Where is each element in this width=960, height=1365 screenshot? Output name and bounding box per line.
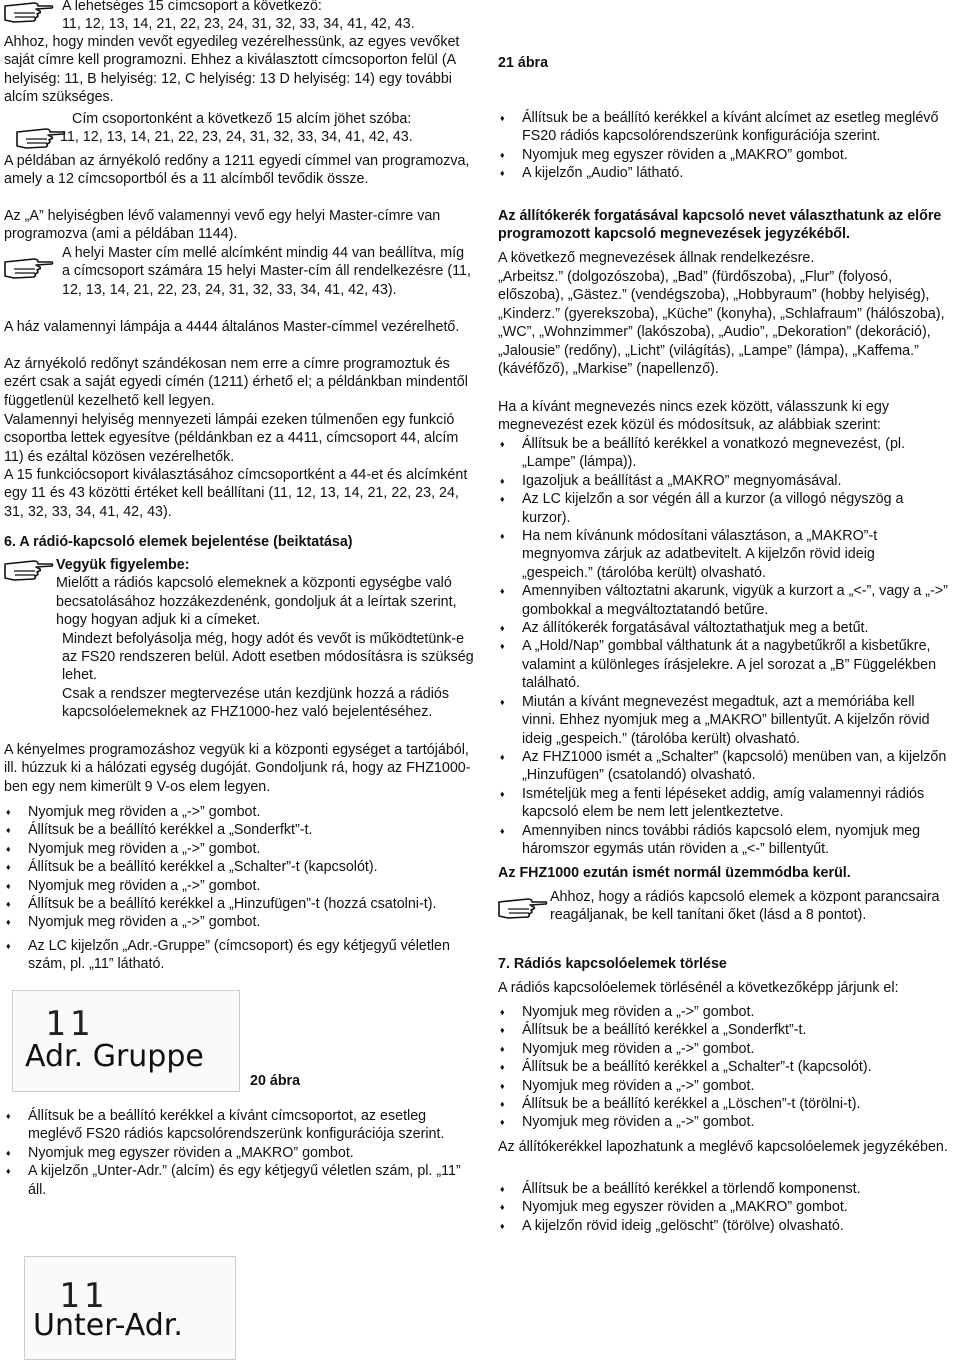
note-subaddresses: Cím csoportonként a következő 15 alcím jöhet szóba: 11, 12, 13, 14, 21, 22, 23, 24, 31, 32, 33, 34, 41, 42, 43.	[4, 110, 474, 147]
list-item: ♦ Nyomjuk meg röviden a „->” gombot.	[498, 1040, 948, 1058]
list-delete-steps	[498, 1003, 948, 1132]
list-item: ♦ A „Hold/Nap” gombbal válthatunk át a nagybetűkről a kisbetűkre, valamint a különleges írásjelekre. A jel sorozat a „B” Függelékben található.	[498, 637, 948, 692]
heading-section-7: 7. Rádiós kapcsolóelemek törlése	[498, 956, 727, 972]
lcd-figure-20	[12, 990, 240, 1092]
para-browse-list: Az állítókerékkel lapozhatunk a meglévő kapcsolóelemek jegyzékében.	[498, 1139, 948, 1155]
para-own-address: Ahhoz, hogy minden vevőt egyedileg vezérelhessünk, az egyes vevőket saját címre kell programozni. Ehhez a kiválasztott címcsoporton felül (A helyiség: 11, B helyiség: 12, C helyiség: 13 D helyiség: 14) egy további alcím szükséges.	[4, 34, 460, 106]
list-item: ♦ Állítsuk be a beállító kerékkel a „Schalter”-t (kapcsolót).	[4, 858, 472, 876]
bold-name-selection: Az állítókerék forgatásával kapcsoló nevet választhatunk az előre programozott kapcsoló megnevezések jegyzékéből.	[498, 208, 942, 243]
list-item: ♦ Amennyiben változtatni akarunk, vigyük a kurzort a „<-”, vagy a „->” gombokkal a megváltoztatandó betűre.	[498, 582, 948, 619]
figure-21-caption: 21 ábra	[498, 55, 549, 71]
list-subaddress-steps	[498, 109, 948, 183]
list-item: ♦ A kijelzőn rövid ideig „gelöscht” (törölve) olvasható.	[498, 1217, 948, 1235]
list-register-steps	[4, 803, 472, 932]
lcd-number: 11	[45, 1004, 94, 1044]
para-general-master: A ház valamennyi lámpája a 4444 általános Master-címmel vezérelhető.	[4, 319, 460, 335]
list-address-group-steps	[4, 1107, 472, 1199]
list-item: ♦ Állítsuk be a beállító kerékkel a kívánt alcímet az esetleg meglévő FS20 rádiós kapcsolórendszerünk konfigurációja szerint.	[498, 109, 948, 146]
list-delete-confirm	[498, 1180, 948, 1235]
list-item: ♦ Állítsuk be a beállító kerékkel a „Schalter”-t (kapcsolót).	[498, 1058, 948, 1076]
list-display-address-group	[4, 937, 472, 974]
lcd-text: Unter-Adr.	[33, 1308, 183, 1343]
para-example-shutter: A példában az árnyékoló redőny a 1211 egyedi címmel van programozva, amely a 12 címcsoportból és a 11 alcímből tevődik össze.	[4, 153, 470, 188]
para-available-names: A következő megnevezések állnak rendelkezésre.	[498, 250, 815, 266]
pointing-hand-icon	[4, 0, 54, 24]
list-item: ♦ Állítsuk be a beállító kerékkel a kívánt címcsoportot, az esetleg meglévő FS20 rádiós kapcsolórendszerünk konfigurációja szerint.	[4, 1107, 472, 1144]
note-teach-in: Ahhoz, hogy a rádiós kapcsoló elemek a központ parancsaira reagáljanak, be kell tanítani őket (lásd a 8 pontot).	[498, 888, 948, 925]
para-room-a: Az „A” helyiségben lévő valamennyi vevő egy helyi Master-címre van programozva (ami a példában 1144).	[4, 208, 441, 243]
list-item: ♦ Állítsuk be a beállító kerékkel a „Sonderfkt”-t.	[498, 1021, 948, 1039]
note-local-master: A helyi Master cím mellé alcímként mindig 44 van beállítva, míg a címcsoport számára 15 helyi Master-cím áll rendelkezésre (11, 12, 13, 14, 21, 22, 23, 24, 31, 32, 33, 34, 41, 42, 43).	[4, 244, 474, 299]
pointing-hand-icon	[4, 558, 54, 582]
para-shutter-address: Az árnyékoló redőnyt szándékosan nem erre a címre programoztuk és ezért csak a saját egyedi címén (1211) érhető el; a példánkban mindentől függetlenül kezelhető kell legyen.	[4, 356, 468, 409]
para-function-group-select: A 15 funkciócsoport kiválasztásához címcsoportként a 44-et és alcímként egy 11 és 43 közötti értéket kell beállítani (11, 12, 13, 14, 21, 22, 23, 24, 31, 32, 33, 34, 41, 42, 43).	[4, 467, 468, 520]
pointing-hand-icon	[498, 896, 548, 920]
list-item: ♦ Igazoljuk a beállítást a „MAKRO” megnyomásával.	[498, 472, 948, 490]
list-item: ♦ Nyomjuk meg röviden a „->” gombot.	[4, 877, 472, 895]
list-item: ♦ Az állítókerék forgatásával változtathatjuk meg a betűt.	[498, 619, 948, 637]
note-address-groups: A lehetséges 15 címcsoport a következő: 11, 12, 13, 14, 21, 22, 23, 24, 31, 32, 33, 34, 41, 42, 43.	[4, 0, 474, 34]
pointing-hand-icon	[16, 126, 66, 150]
list-item: ♦ Az LC kijelzőn a sor végén áll a kurzor (a villogó négyszög a kurzor).	[498, 490, 948, 527]
para-comfortable-programming: A kényelmes programozáshoz vegyük ki a központi egységet a tartójából, ill. húzzuk ki a hálózati egység dugóját. Gondoljunk rá, hogy az FHZ1000-ben egy nem kimerült 9 V-os elem legyen.	[4, 742, 471, 795]
list-item: ♦ Amennyiben nincs további rádiós kapcsoló elem, nyomjuk meg háromszor egymás után röviden a „<-” billentyűt.	[498, 822, 948, 859]
list-item: ♦ Nyomjuk meg röviden a „->” gombot.	[4, 803, 472, 821]
list-item: ♦ Nyomjuk meg egyszer röviden a „MAKRO” gombot.	[498, 146, 948, 164]
list-item: ♦ Az FHZ1000 ismét a „Schalter” (kapcsoló) menüben van, a kijelzőn „Hinzufügen” (csatolandó) olvasható.	[498, 748, 948, 785]
para-modify-name: Ha a kívánt megnevezés nincs ezek között, válasszunk ki egy megnevezést ezek közül és módosítsuk, az alábbiak szerint:	[498, 399, 889, 434]
list-item: ♦ Nyomjuk meg egyszer röviden a „MAKRO” gombot.	[498, 1198, 948, 1216]
list-item: ♦ Nyomjuk meg röviden a „->” gombot.	[498, 1003, 948, 1021]
list-item: ♦ Állítsuk be a beállító kerékkel a „Sonderfkt”-t.	[4, 821, 472, 839]
list-item: ♦ A kijelzőn „Unter-Adr.” (alcím) és egy kétjegyű véletlen szám, pl. „11” áll.	[4, 1162, 472, 1199]
list-item: ♦ Nyomjuk meg röviden a „->” gombot.	[4, 913, 472, 931]
para-name-list: „Arbeitsz.” (dolgozószoba), „Bad” (fürdőszoba), „Flur” (folyosó, előszoba), „Gästez.” (vendégszoba), „Hobbyraum” (hobby helyiség), „Kinderz.” (gyerekszoba), „Küche” (konyha), „Schlafraum” (hálószoba), „WC”, „Wohnzimmer” (lakószoba), „Audio”, „Dekoration” (dekoráció), „Jalousie” (redőny), „Licht” (világítás), „Lampe” (lámpa), „Kaffema.” (kávéfőző), „Markise” (napellenző).	[498, 269, 945, 378]
list-item: ♦ Állítsuk be a beállító kerékkel a vonatkozó megnevezést, (pl. „Lampe” (lámpa)).	[498, 435, 948, 472]
list-modify-steps	[498, 435, 948, 858]
list-item: ♦ Nyomjuk meg röviden a „->” gombot.	[498, 1113, 948, 1131]
list-item: ♦ Állítsuk be a beállító kerékkel a „Löschen”-t (törölni-t).	[498, 1095, 948, 1113]
list-item: ♦ Az LC kijelzőn „Adr.-Gruppe” (címcsoport) és egy kétjegyű véletlen szám, pl. „11” látható.	[4, 937, 472, 974]
list-item: ♦ Nyomjuk meg egyszer röviden a „MAKRO” gombot.	[4, 1144, 472, 1162]
lcd-text: Adr. Gruppe	[25, 1039, 204, 1074]
lcd-number: 11	[59, 1276, 108, 1316]
bold-normal-mode: Az FHZ1000 ezután ismét normál üzemmódba kerül.	[498, 865, 851, 881]
list-item: ♦ Ismételjük meg a fenti lépéseket addig, amíg valamennyi rádiós kapcsoló elem be nem lett jelentkeztetve.	[498, 785, 948, 822]
list-item: ♦ Nyomjuk meg röviden a „->” gombot.	[498, 1077, 948, 1095]
list-item: ♦ A kijelzőn „Audio” látható.	[498, 164, 948, 182]
lcd-figure-21	[24, 1256, 236, 1360]
list-item: ♦ Állítsuk be a beállító kerékkel a törlendő komponenst.	[498, 1180, 948, 1198]
list-item: ♦ Miután a kívánt megnevezést megadtuk, azt a memóriába kell vinni. Ehhez nyomjuk meg a „MAKRO” billentyűt. A kijelzőn rövid ideig „gespeich.” (tárolóba került) olvasható.	[498, 693, 948, 748]
figure-20-caption: 20 ábra	[250, 1073, 301, 1089]
list-item: ♦ Nyomjuk meg röviden a „->” gombot.	[4, 840, 472, 858]
para-function-group: Valamennyi helyiség mennyezeti lámpái ezeken túlmenően egy funkció csoportba lettek egyesítve (példánkban ez a 4411, címcsoport 44, alcím 11) és ezáltal közösen vezérelhetők.	[4, 412, 459, 465]
para-delete-intro: A rádiós kapcsolóelemek törlésénél a következőképp járjunk el:	[498, 980, 899, 996]
list-item: ♦ Ha nem kívánunk módosítani választáson, a „MAKRO”-t megnyomva zárjuk az adatbevitelt. A kijelzőn rövid ideig „gespeich.” (tárolóba került) olvasható.	[498, 527, 948, 582]
pointing-hand-icon	[4, 256, 54, 280]
list-item: ♦ Állítsuk be a beállító kerékkel a „Hinzufügen”-t (hozzá csatolni-t).	[4, 895, 472, 913]
heading-section-6: 6. A rádió-kapcsoló elemek bejelentése (beiktatása)	[4, 534, 353, 550]
note-consider: Vegyük figyelembe: Mielőtt a rádiós kapcsoló elemeknek a központi egységbe való becsatolásához hozzákezdenénk, gondoljuk át a leírtak szerint, hogy hogyan adjuk ki a címeket. Mindezt befolyásolja még, hogy adót és vevőt is működtetünk-e az FS20 rendszeren belül. Adott esetben módosításra is szükség lehet. Csak a rendszer megtervezése után kezdjünk hozzá a rádiós kapcsolóelemeknek az FHZ1000-hez való bejelentéséhez.	[4, 556, 474, 722]
